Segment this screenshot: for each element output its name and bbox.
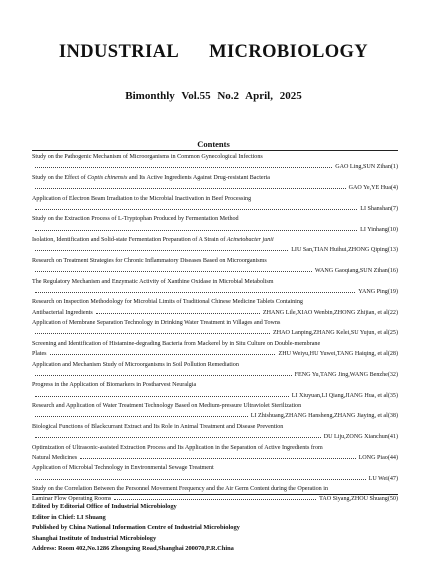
article-title: Research on Inspection Methodology for Microbial Limits of Traditional Chinese Medicine Tablets Containing <box>32 299 303 306</box>
toc-entry <box>32 194 398 215</box>
article-title: Research and Application of Water Treatment Technology Based on Medium-pressure Ultraviolet Sterilization <box>32 403 302 409</box>
dot-leader <box>114 499 316 500</box>
toc-entry <box>32 235 398 256</box>
toc-entry <box>32 173 398 194</box>
article-authors: ZHANG Lile,XIAO Wenbin,ZHONG Zhijian, et al(22) <box>262 309 398 316</box>
toc-entry <box>32 422 398 443</box>
toc-entry <box>32 318 398 339</box>
journal-title: INDUSTRIAL MICROBIOLOGY <box>58 42 369 62</box>
article-title: Isolation, Identification and Solid-state Fermentation Preparation of A Strain of Acinetobacter junii <box>32 237 274 243</box>
dot-leader <box>35 167 332 168</box>
dot-leader <box>35 479 366 480</box>
article-title: Research on Treatment Strategies for Chronic Inflammatory Diseases Based on Microorganisms <box>32 257 267 264</box>
issue-line: Bimonthly Vol.55 No.2 April, 2025 <box>125 90 302 102</box>
article-authors: GAO Ye,YE Hua(4) <box>348 185 398 192</box>
dot-leader <box>35 437 321 438</box>
article-title: Application of Membrane Separation Technology in Drinking Water Treatment in Villages and Towns <box>32 320 281 326</box>
article-title: Application and Mechanism Study of Microorganisms in Soil Pollution Remediation <box>32 361 239 368</box>
toc-entry <box>32 339 398 360</box>
toc-entry <box>32 297 398 318</box>
dot-leader <box>35 292 355 293</box>
editorial-office: Edited by Editorial Office of Industrial Microbiology <box>32 503 177 510</box>
article-authors: GAO Ling,SUN Zihan(1) <box>335 164 398 171</box>
article-title-continued: Natural Medicines <box>32 454 78 461</box>
article-title-continued: Plates <box>32 351 47 358</box>
article-authors: LONG Piao(44) <box>358 454 398 461</box>
article-title: Application of Microbial Technology in Environmental Sewage Treatment <box>32 465 214 472</box>
article-title: Screening and Identification of Histamine-degrading Bacteria from Mackerel by in Situ Culture on Double-membrane <box>32 340 321 347</box>
dot-leader <box>35 271 312 272</box>
article-authors: LIU San,TIAN Huihui,ZHONG Qiping(13) <box>291 247 398 254</box>
article-authors: WANG Gaoqiang,SUN Zihan(16) <box>314 268 398 275</box>
article-authors: ZHU Weiyu,HU Yuwei,TANG Haiqing, et al(28) <box>278 351 398 358</box>
article-authors: LI Zhishuang,ZHANG Hansheng,ZHANG Jiaying, et al(38) <box>250 413 398 420</box>
article-authors: YANG Ping(19) <box>358 288 398 295</box>
dot-leader <box>35 230 357 231</box>
institute: Shanghai Institute of Industrial Microbiology <box>32 534 157 542</box>
toc-entry <box>32 152 398 173</box>
dot-leader <box>96 313 260 314</box>
toc-entry <box>32 401 398 422</box>
article-title: Study on the Extraction Process of L-Tryptophan Produced by Fermentation Method <box>32 216 239 223</box>
dot-leader <box>35 375 292 376</box>
article-title: Study on the Pathogenic Mechanism of Microorganisms in Common Gynecological Infections <box>32 154 263 160</box>
article-title: The Regulatory Mechanism and Enzymatic Activity of Xanthine Oxidase in Microbial Metabolism <box>32 278 274 285</box>
article-title: Optimization of Ultrasonic-assisted Extraction Process and Its Application in the Separation of Active Ingredients from <box>32 444 323 451</box>
article-title: Application of Electron Beam Irradiation to the Microbial Inactivation in Beef Processing <box>32 195 252 202</box>
article-title: Study on the Effect of Coptis chinensis and Its Active Ingredients Against Drug-resistant Bacteria <box>32 174 271 181</box>
publication-info <box>32 502 240 555</box>
contents-top-rule <box>32 150 398 151</box>
article-title-continued: Laminar Flow Operating Rooms <box>32 496 112 503</box>
dot-leader <box>35 416 248 417</box>
dot-leader <box>35 333 270 334</box>
dot-leader <box>35 250 288 251</box>
toc-entry <box>32 463 398 484</box>
article-authors: ZHAO Lanping,ZHANG Kelei,SU Yujun, et al(25) <box>272 330 398 337</box>
contents-bottom-rule <box>32 494 398 495</box>
toc-entry <box>32 443 398 464</box>
article-authors: LI Xiuyuan,LI Qiang,JIANG Hua, et al(35) <box>291 392 398 399</box>
table-of-contents <box>32 152 398 505</box>
dot-leader <box>80 458 355 459</box>
article-authors: TAO Siyang,ZHOU Shuang(50) <box>319 496 398 503</box>
dot-leader <box>50 354 276 355</box>
dot-leader <box>35 209 357 210</box>
species-name: Coptis chinensis <box>87 174 128 181</box>
article-authors: LU Wei(47) <box>368 475 398 482</box>
contents-heading: Contents <box>197 139 230 149</box>
article-title: Progress in the Application of Biomarkers in Postharvest Neuralgia <box>32 382 197 389</box>
article-authors: DU Liju,ZONG Xianchun(41) <box>323 434 398 441</box>
publisher: Published by China National Information Centre of Industrial Microbiology <box>32 524 240 532</box>
article-authors: FENG Yu,TANG Jing,WANG Benzhe(32) <box>294 371 398 378</box>
editor-in-chief: Editor in Chief: LI Shuang <box>32 513 106 521</box>
toc-entry <box>32 380 398 401</box>
dot-leader <box>35 188 346 189</box>
article-title-continued: Antibacterial Ingredients <box>32 309 93 316</box>
toc-entry <box>32 360 398 381</box>
toc-entry <box>32 214 398 235</box>
article-authors: LI Yinhang(10) <box>360 226 398 233</box>
article-title: Biological Functions of Blackcurrant Extract and Its Role in Animal Treatment and Disease Prevention <box>32 423 284 430</box>
dot-leader <box>35 396 289 397</box>
address: Address: Room 402,No.1286 Zhongxing Road,Shanghai 200070,P.R.China <box>32 545 234 553</box>
species-name: Acinetobacter junii <box>226 237 274 243</box>
toc-entry <box>32 277 398 298</box>
article-title: Study on the Correlation Between the Personnel Movement Frequency and the Air Germ Content during the Operation in <box>32 486 328 492</box>
article-authors: LI Shanshan(7) <box>360 205 398 212</box>
toc-entry <box>32 256 398 277</box>
